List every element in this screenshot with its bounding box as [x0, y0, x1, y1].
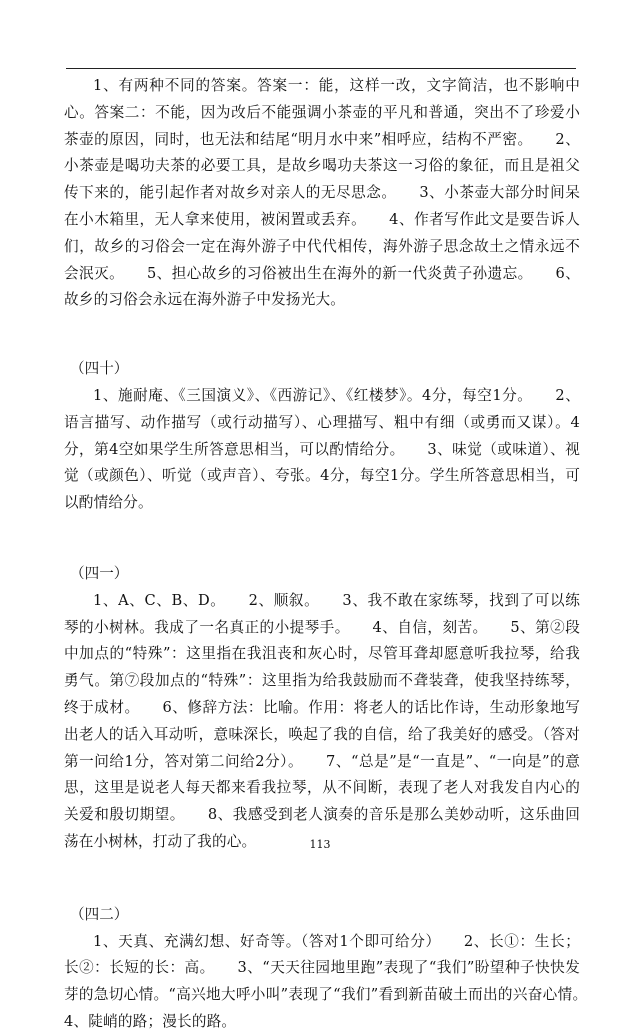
section-heading-41: （四一）: [70, 564, 129, 582]
answer-content: [64, 73, 610, 1036]
page-number: 113: [309, 838, 331, 851]
section-heading-40: （四十）: [70, 360, 129, 378]
header-rule: [66, 68, 576, 69]
answer-paragraph-40: 1、施耐庵、《三国演义》、《西游记》、《红楼梦》。4分，每空1分。 2、语言描写、动作描写（或行动描写）、心理描写、粗中有细（或勇而又谋）。4分，第4空如果学生所答意思相当，可以酌情给分。 3、味觉（或味道）、视觉（或颜色）、听觉（或声音）、夸张。4分，每空1分。学生所答意思相当，可以酌情给分。: [64, 386, 580, 512]
answer-paragraph-42: 1、天真、充满幻想、好奇等。（答对1个即可给分） 2、长①：生长；长②：长短的长：高。 3、“天天往园地里跑”表现了“我们”盼望种子快快发芽的急切心情。“高兴地大呼小叫”表现了“我们”看到新苗破土而出的兴奋心情。 4、陡峭的路；漫长的路。: [64, 932, 610, 1030]
answer-paragraph-41: 1、A、C、B、D。 2、顺叙。 3、我不敢在家练琴，找到了可以练琴的小树林。我成了一名真正的小提琴手。 4、自信，刻苦。 5、第②段中加点的“特殊”：这里指在我沮丧和灰心时，尽管耳聋却愿意听我拉琴，给我勇气。第⑦段加点的“特殊”：这里指为给我鼓励而不聋装聋，使我坚持练琴，终于成材。 6、修辞方法：比喻。作用：将老人的话比作诗，生动形象地写出老人的话入耳动听，意味深长，唤起了我的自信，给了我美好的感受。（答对第一问给1分，答对第二问给2分）。 7、“总是”是“一直是”、“一向是”的意思，这里是说老人每天都来看我拉琴，从不间断，表现了老人对我发自内心的关爱和殷切期望。 8、我感受到老人演奏的音乐是那么美妙动听，这乐曲回荡在小树林，打动了我的心。: [64, 591, 580, 850]
section-heading-42: （四二）: [70, 905, 129, 923]
answer-paragraph-39: 1、有两种不同的答案。答案一：能，这样一改，文字简洁，也不影响中心。答案二：不能，因为改后不能强调小茶壶的平凡和普通，突出不了珍爱小茶壶的原因，同时，也无法和结尾“明月水中来”相呼应，结构不严密。 2、小茶壶是喝功夫茶的必要工具，是故乡喝功夫茶这一习俗的象征，而且是祖父传下来的，能引起作者对故乡对亲人的无尽思念。 3、小茶壶大部分时间呆在小木箱里，无人拿来使用，被闲置或丢弃。 4、作者写作此文是要告诉人们，故乡的习俗会一定在海外游子中代代相传，海外游子思念故土之情永远不会泯灭。 5、担心故乡的习俗被出生在海外的新一代炎黄子孙遗忘。 6、故乡的习俗会永远在海外游子中发扬光大。: [64, 77, 580, 309]
